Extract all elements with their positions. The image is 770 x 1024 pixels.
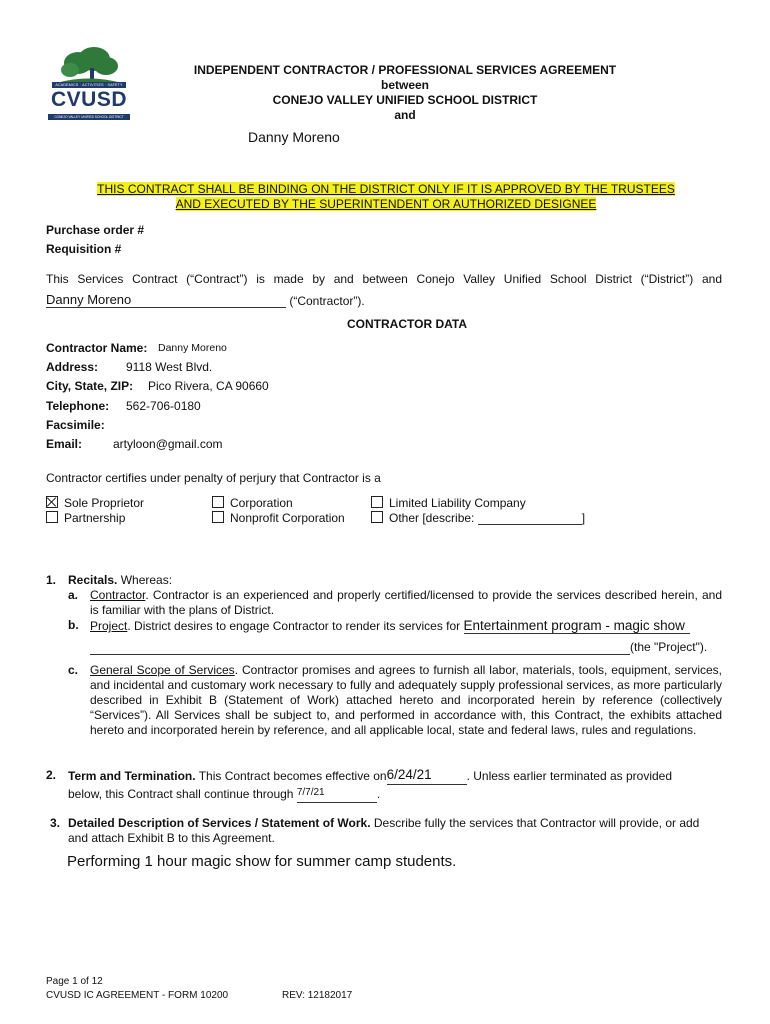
purchase-order-label: Purchase order # bbox=[46, 223, 145, 237]
district-logo bbox=[46, 46, 132, 124]
term-text-2: . Unless earlier terminated as provided bbox=[466, 769, 673, 783]
certify-text: Contractor certifies under penalty of perjury that Contractor is a bbox=[46, 471, 381, 485]
entity-sole-proprietor[interactable] bbox=[46, 496, 144, 510]
intro-text: This Services Contract (“Contract”) is made by and between Conejo Valley Unified School District (“District”) and bbox=[46, 272, 722, 286]
entity-nonprofit-label: Nonprofit Corporation bbox=[230, 511, 345, 525]
city-label: City, State, ZIP: bbox=[46, 379, 134, 393]
checkbox-checked-icon[interactable] bbox=[46, 496, 58, 508]
checkbox-icon[interactable] bbox=[46, 511, 58, 523]
entity-llc[interactable] bbox=[371, 496, 526, 510]
header-and: and bbox=[394, 108, 416, 122]
intro-contractor-line bbox=[46, 292, 365, 308]
recital-c-term: General Scope of Services bbox=[90, 663, 235, 677]
facsimile-label: Facsimile: bbox=[46, 418, 105, 432]
entity-nonprofit[interactable] bbox=[212, 511, 345, 525]
recital-b-end: (the "Project"). bbox=[630, 640, 708, 654]
recital-b-text: . District desires to engage Contractor to render its services for bbox=[127, 619, 461, 633]
project-field-continued[interactable] bbox=[90, 641, 630, 655]
description-text: Describe fully the services that Contractor will provide, or add and attach Exhibit B to this Agreement. bbox=[68, 816, 700, 845]
binding-notice bbox=[46, 182, 726, 212]
logo-tagline: ACADEMICS · ACTIVITIES · SAFETY bbox=[52, 82, 126, 88]
notice-line-2: AND EXECUTED BY THE SUPERINTENDENT OR AUTHORIZED DESIGNEE bbox=[175, 197, 597, 211]
intro-contractor-suffix: (“Contractor”). bbox=[289, 294, 365, 308]
checkbox-icon[interactable] bbox=[212, 511, 224, 523]
checkbox-icon[interactable] bbox=[371, 496, 383, 508]
logo-name: CVUSD bbox=[50, 88, 127, 111]
requisition-label: Requisition # bbox=[46, 242, 122, 256]
section-recitals bbox=[46, 573, 722, 738]
recital-a-term: Contractor bbox=[90, 588, 146, 602]
description-number: 3. bbox=[50, 816, 61, 830]
term-text-4: . bbox=[376, 787, 381, 801]
entity-other-close: ] bbox=[581, 511, 586, 525]
address-field[interactable]: 9118 West Blvd. bbox=[126, 360, 213, 374]
entity-other-label: Other [describe: bbox=[389, 511, 475, 525]
recital-b-label: b. bbox=[68, 618, 79, 632]
entity-other[interactable] bbox=[371, 511, 585, 525]
term-text-1: This Contract becomes effective on bbox=[198, 769, 387, 783]
logo-subtitle: CONEJO VALLEY UNIFIED SCHOOL DISTRICT bbox=[48, 114, 130, 120]
contractor-data-heading: CONTRACTOR DATA bbox=[347, 317, 467, 331]
project-field[interactable]: Entertainment program - magic show bbox=[464, 618, 690, 634]
page-number: Page 1 of 12 bbox=[46, 976, 103, 987]
contractor-name-field[interactable]: Danny Moreno bbox=[158, 342, 227, 354]
entity-partnership-label: Partnership bbox=[64, 511, 126, 525]
revision-number: REV: 12182017 bbox=[282, 990, 353, 1001]
address-label: Address: bbox=[46, 360, 99, 374]
telephone-label: Telephone: bbox=[46, 399, 110, 413]
email-field[interactable]: artyloon@gmail.com bbox=[113, 437, 223, 451]
recital-a-label: a. bbox=[68, 588, 79, 602]
services-description-field[interactable]: Performing 1 hour magic show for summer camp students. bbox=[67, 853, 457, 870]
entity-corporation-label: Corporation bbox=[230, 496, 293, 510]
recital-c-text: . Contractor promises and agrees to furnish all labor, materials, tools, equipment, services, and incidental and customary work necessary to fully and adequately supply professional services, as more particularly described in Exhibit B (Statement of Work) attached hereto and incorporated herein by reference (collectively “Services”). All Services shall be subject to, and performed in accordance with, this Contract, the exhibits attached hereto and incorporated herein by reference, and all applicable local, state and federal laws, rules and regulations. bbox=[90, 663, 722, 737]
recitals-whereas: Whereas: bbox=[120, 573, 173, 587]
entity-sole-label: Sole Proprietor bbox=[64, 496, 145, 510]
tree-icon bbox=[46, 46, 132, 86]
recital-a-text: . Contractor is an experienced and properly certified/licensed to provide the services described herein, and is familiar with the plans of District. bbox=[90, 588, 722, 617]
description-title: Detailed Description of Services / Statement of Work. bbox=[68, 816, 371, 830]
entity-corporation[interactable] bbox=[212, 496, 293, 510]
form-number: CVUSD IC AGREEMENT - FORM 10200 bbox=[46, 990, 229, 1001]
telephone-field[interactable]: 562-706-0180 bbox=[126, 399, 201, 413]
city-field[interactable]: Pico Rivera, CA 90660 bbox=[148, 379, 269, 393]
start-date-field[interactable]: 6/24/21 bbox=[387, 766, 467, 785]
header-district: CONEJO VALLEY UNIFIED SCHOOL DISTRICT bbox=[272, 93, 538, 107]
contractor-name-label: Contractor Name: bbox=[46, 341, 148, 355]
entity-partnership[interactable] bbox=[46, 511, 125, 525]
notice-line-1: THIS CONTRACT SHALL BE BINDING ON THE DISTRICT ONLY IF IT IS APPROVED BY THE TRUSTEES bbox=[97, 182, 675, 196]
entity-llc-label: Limited Liability Company bbox=[389, 496, 526, 510]
term-text-3: below, this Contract shall continue through bbox=[68, 787, 294, 801]
header-between: between bbox=[380, 78, 429, 92]
entity-other-field[interactable] bbox=[478, 512, 582, 525]
checkbox-icon[interactable] bbox=[371, 511, 383, 523]
email-label: Email: bbox=[46, 437, 83, 451]
term-number: 2. bbox=[46, 768, 57, 782]
header-title: INDEPENDENT CONTRACTOR / PROFESSIONAL SERVICES AGREEMENT bbox=[193, 63, 617, 77]
section-term bbox=[46, 766, 722, 803]
term-title: Term and Termination. bbox=[68, 769, 196, 783]
recitals-title: Recitals. bbox=[68, 573, 118, 587]
recital-c-label: c. bbox=[68, 663, 79, 677]
agreement-header bbox=[140, 63, 670, 123]
header-contractor-name[interactable]: Danny Moreno bbox=[248, 129, 340, 145]
recital-b-term: Project bbox=[90, 619, 128, 633]
end-date-field[interactable]: 7/7/21 bbox=[297, 784, 377, 803]
checkbox-icon[interactable] bbox=[212, 496, 224, 508]
intro-contractor-field[interactable]: Danny Moreno bbox=[46, 292, 286, 308]
section-description bbox=[50, 816, 722, 846]
recitals-number: 1. bbox=[46, 573, 57, 587]
